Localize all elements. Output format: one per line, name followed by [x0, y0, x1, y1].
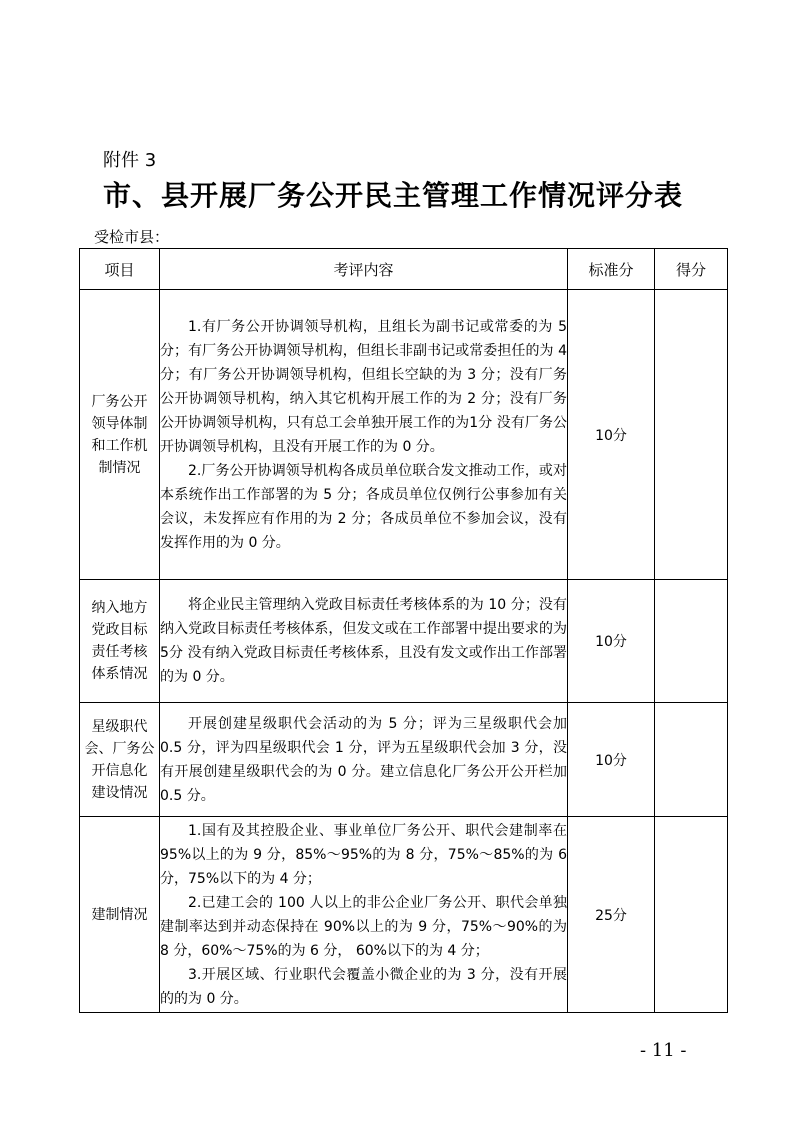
- scoring-table: [79, 248, 728, 1013]
- item-line: 会、厂务公: [84, 740, 155, 757]
- column-header-standard: 标准分: [568, 249, 655, 290]
- item-line: 厂务公开: [91, 393, 148, 410]
- table-row: [80, 580, 728, 703]
- row-score-cell[interactable]: [655, 817, 728, 1013]
- criteria-paragraph: 2.已建工会的 100 人以上的非公企业厂务公开、职代会单独建制率达到并动态保持在 90%以上的为 9 分，75%～90%的为 8 分，60%～75%的为 6 分， 60%以下的为 4 分；: [160, 894, 567, 959]
- inspected-city-label: 受检市县：: [94, 228, 170, 246]
- item-line: 建设情况: [91, 784, 148, 801]
- criteria-paragraph: 将企业民主管理纳入党政目标责任考核体系的为 10 分；没有纳入党政目标责任考核体系，但发文或在工作部署中提出要求的为5分 没有纳入党政目标责任考核体系，且没有发文或作出工作部署的为 0 分。: [160, 597, 567, 685]
- criteria-paragraph: 3.开展区域、行业职代会覆盖小微企业的为 3 分，没有开展的的为 0 分。: [160, 966, 567, 1007]
- row-score-cell[interactable]: [655, 580, 728, 703]
- row-content: [160, 580, 568, 703]
- criteria-paragraph: 2.厂务公开协调领导机构各成员单位联合发文推动工作，或对本系统作出工作部署的为 5 分；各成员单位仅例行公事参加有关会议，未发挥应有作用的为 2 分；各成员单位不参加会议，没有发挥作用的为 0 分。: [160, 462, 567, 551]
- row-content: [160, 817, 568, 1013]
- item-line: 制情况: [98, 459, 141, 476]
- attachment-label: 附件 3: [103, 150, 157, 171]
- table-row: [80, 817, 728, 1013]
- item-line: 和工作机: [91, 437, 148, 454]
- item-line: 责任考核: [91, 644, 148, 660]
- page-title: 市、县开展厂务公开民主管理工作情况评分表: [103, 179, 684, 212]
- column-header-score: 得分: [655, 249, 728, 290]
- row-item: [80, 817, 160, 1013]
- row-content: [160, 703, 568, 817]
- table-row: [80, 703, 728, 817]
- row-standard-score: 10分: [568, 580, 655, 703]
- item-line: 星级职代: [91, 718, 148, 735]
- page-number: - 11 -: [640, 1040, 687, 1061]
- item-line: 体系情况: [91, 666, 148, 682]
- row-standard-score: 10分: [568, 290, 655, 580]
- row-content: [160, 290, 568, 580]
- column-header-item: 项目: [80, 249, 160, 290]
- row-standard-score: 10分: [568, 703, 655, 817]
- item-line: 党政目标: [91, 622, 148, 638]
- criteria-paragraph: 1.有厂务公开协调领导机构，且组长为副书记或常委的为 5 分；有厂务公开协调领导机构，但组长非副书记或常委担任的为 4 分；有厂务公开协调领导机构，但组长空缺的为 3 分；没有厂务公开协调领导机构，纳入其它机构开展工作的为 2 分；没有厂务公开协调领导机构，只有总工会单独开展工作的为1分 没有厂务公开协调领导机构，且没有开展工作的为 0 分。: [160, 318, 567, 455]
- row-item: [80, 580, 160, 703]
- item-line: 开信息化: [91, 762, 148, 779]
- item-line: 建制情况: [91, 906, 148, 923]
- row-score-cell[interactable]: [655, 290, 728, 580]
- criteria-paragraph: 开展创建星级职代会活动的为 5 分；评为三星级职代会加 0.5 分，评为四星级职代会 1 分，评为五星级职代会加 3 分，没有开展创建星级职代会的为 0 分。建立信息化厂务公开公开栏加 0.5 分。: [160, 715, 567, 804]
- item-line: 领导体制: [91, 415, 148, 432]
- criteria-paragraph: 1.国有及其控股企业、事业单位厂务公开、职代会建制率在 95%以上的为 9 分，85%～95%的为 8 分，75%～85%的为 6 分，75%以下的为 4 分；: [160, 822, 567, 887]
- table-header-row: [80, 249, 728, 290]
- row-score-cell[interactable]: [655, 703, 728, 817]
- row-item: [80, 290, 160, 580]
- item-line: 纳入地方: [91, 600, 148, 616]
- column-header-content: 考评内容: [160, 249, 568, 290]
- row-standard-score: 25分: [568, 817, 655, 1013]
- table-row: [80, 290, 728, 580]
- row-item: [80, 703, 160, 817]
